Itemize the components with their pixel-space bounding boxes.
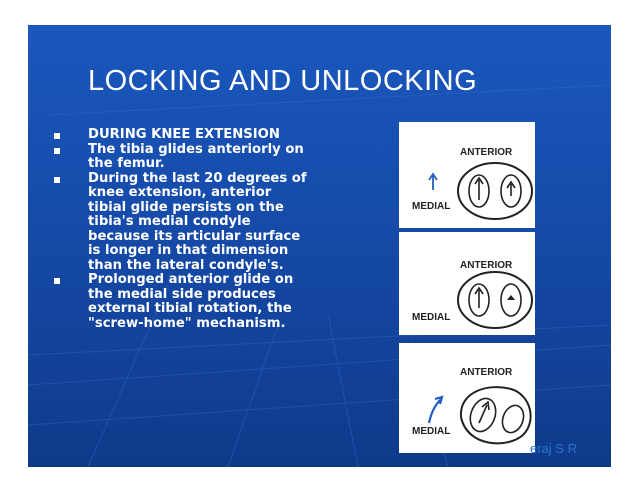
- anterior-label: ANTERIOR: [460, 367, 513, 378]
- rotation-arrow-icon: [429, 399, 441, 423]
- bullet-item: [42, 273, 312, 331]
- bullet-text: During the last 20 degrees of knee extension, anterior tibial glide persists on the tibia's medial condyle because its articular surface is longer in that dimension than the lateral condyle's.: [88, 170, 307, 273]
- medial-label: MEDIAL: [412, 426, 451, 437]
- tibial-condyles-diagram: [399, 122, 535, 228]
- slide-title: LOCKING AND UNLOCKING: [88, 65, 478, 97]
- bullet-item: [42, 172, 312, 274]
- bullet-text: DURING KNEE EXTENSION: [88, 127, 280, 142]
- medial-label: MEDIAL: [412, 201, 451, 212]
- bullet-marker: [54, 133, 60, 139]
- anterior-label: ANTERIOR: [460, 260, 513, 271]
- medial-label: MEDIAL: [412, 312, 451, 323]
- bullet-marker: [54, 177, 60, 183]
- anterior-label: ANTERIOR: [460, 147, 513, 158]
- bullet-marker: [54, 278, 60, 284]
- author-watermark: eraj S R: [530, 441, 577, 456]
- bullet-text: Prolonged anterior glide on the medial side produces external tibial rotation, the "screw-home" mechanism.: [88, 272, 294, 331]
- slide: [28, 25, 611, 467]
- bullet-list: [42, 128, 312, 331]
- knee-diagram-panel-3: [399, 343, 535, 453]
- knee-diagram-panel-2: [399, 232, 535, 335]
- bullet-text: The tibia glides anteriorly on the femur.: [88, 141, 304, 171]
- bullet-item: [42, 143, 312, 172]
- bullet-marker: [54, 148, 60, 154]
- bullet-item: [42, 128, 312, 143]
- knee-diagram-panel-1: [399, 122, 535, 228]
